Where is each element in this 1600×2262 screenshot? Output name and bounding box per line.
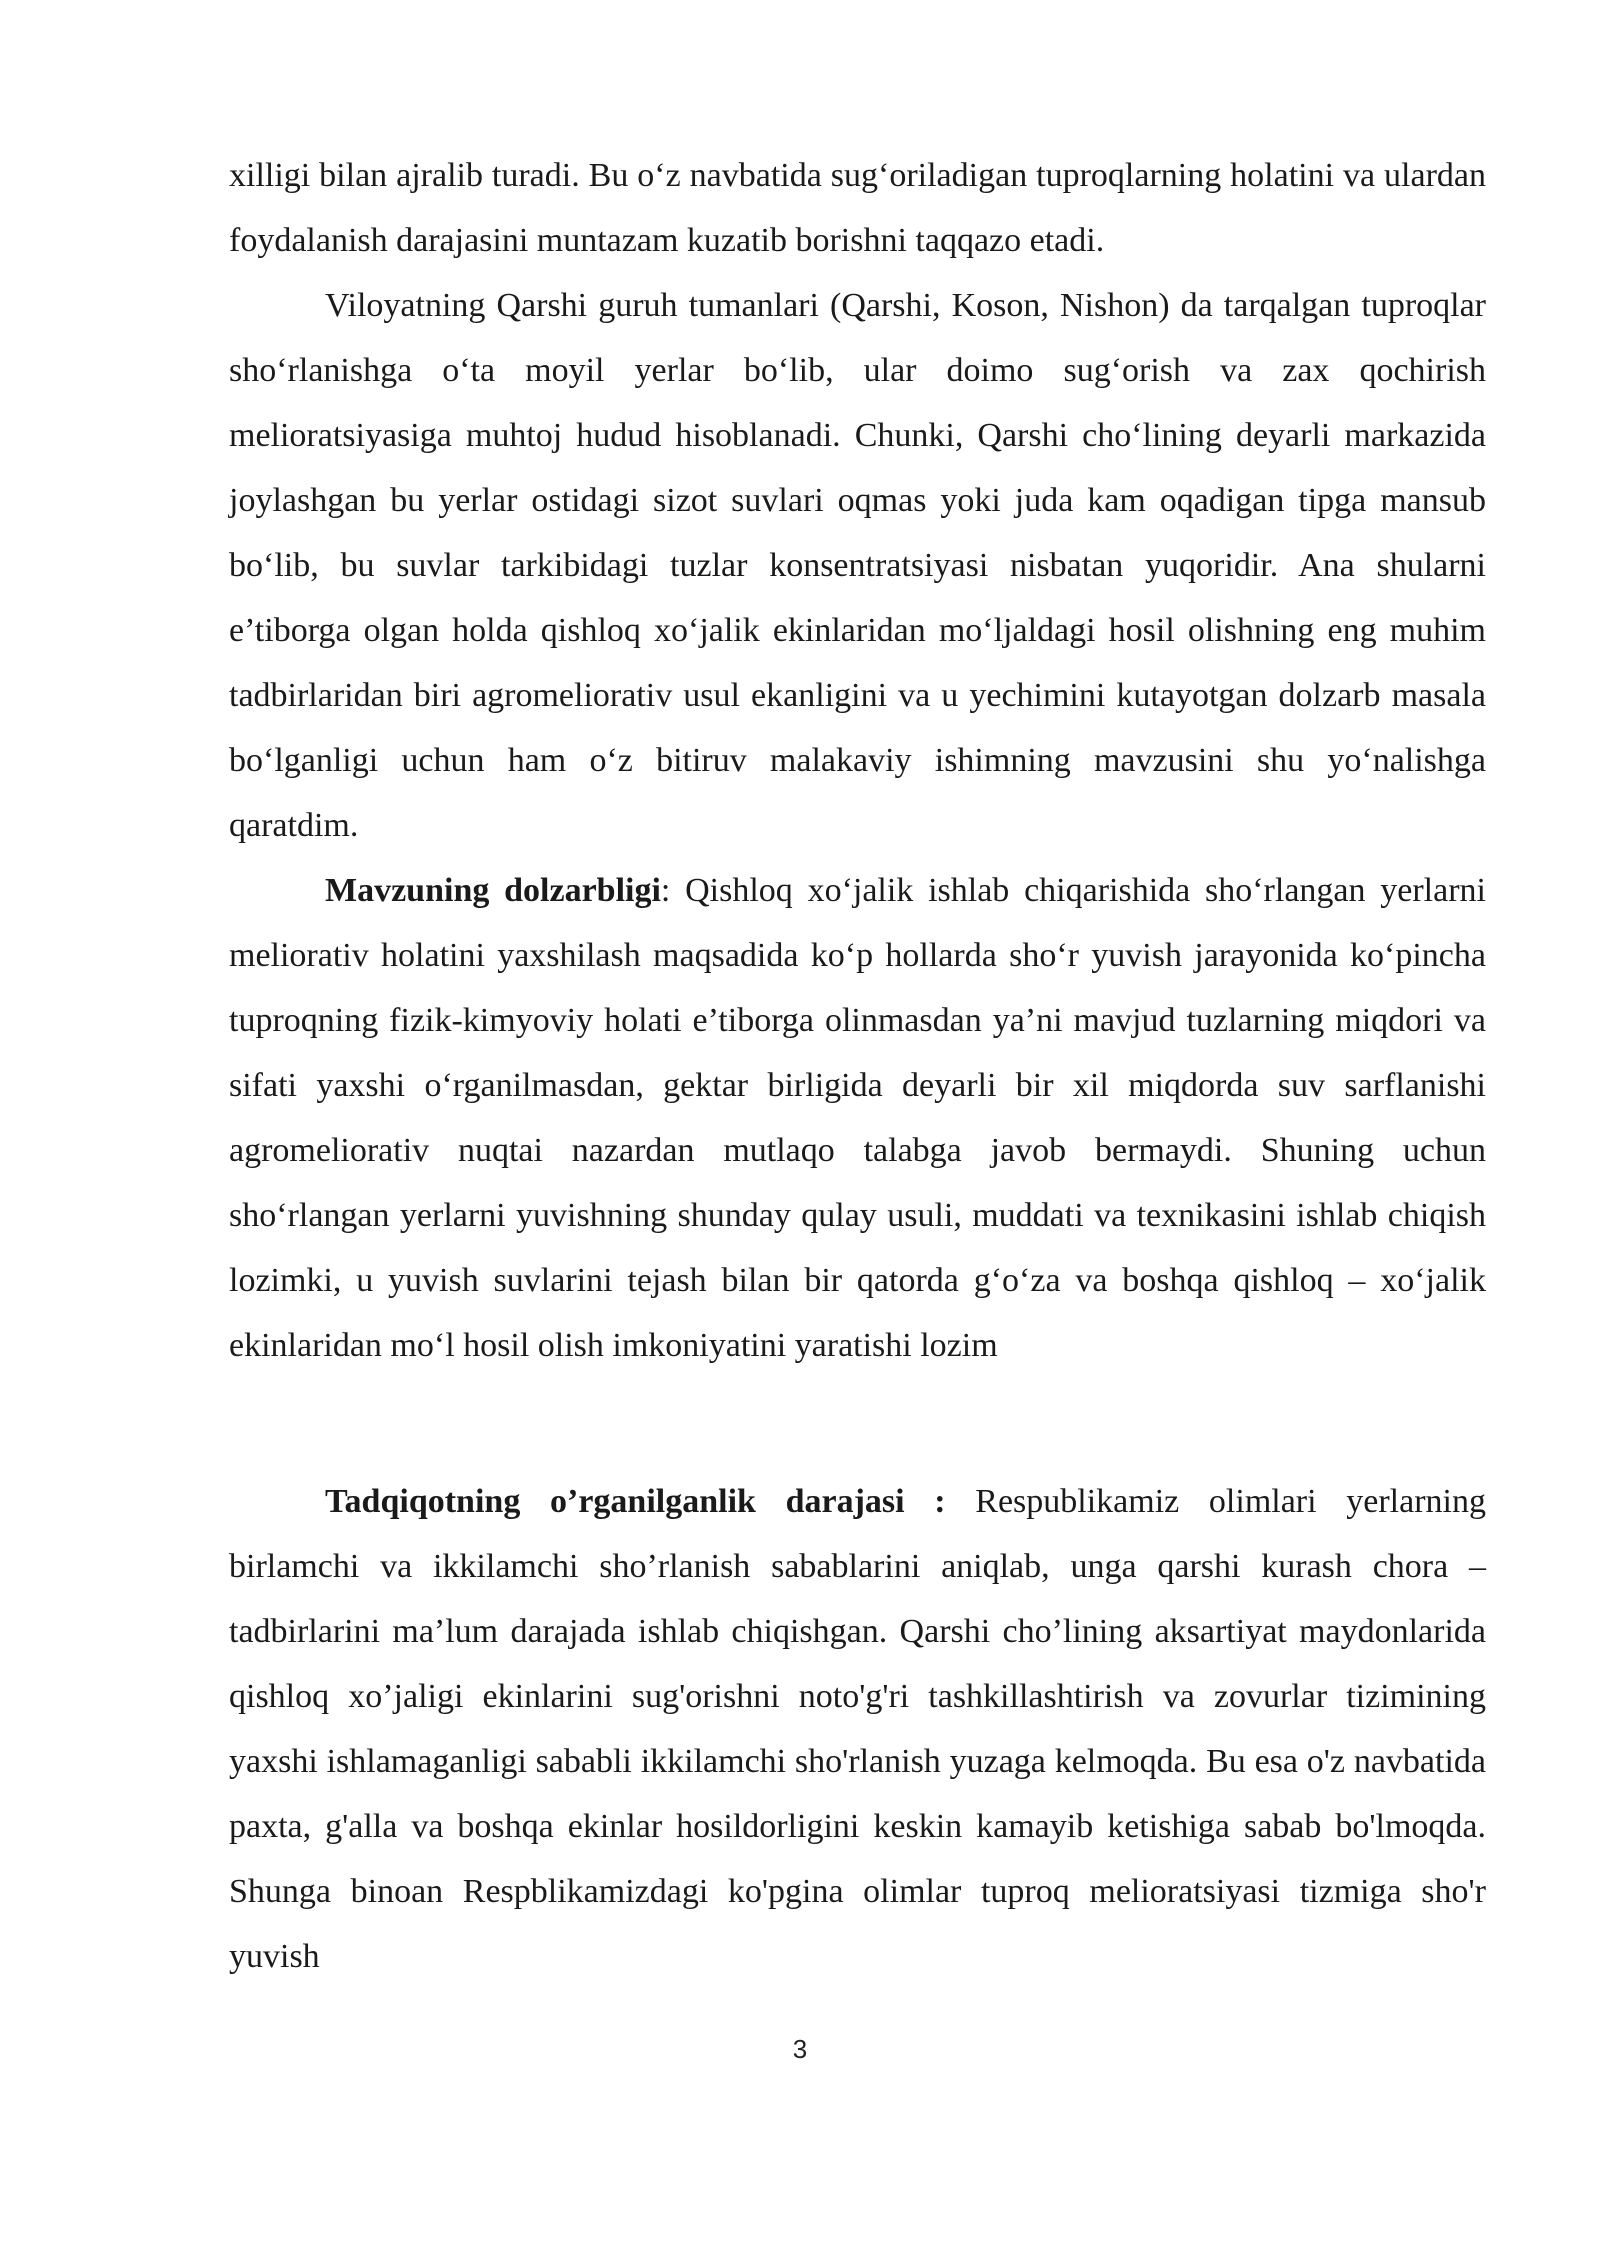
paragraph-research-level — [229, 1469, 1486, 1989]
paragraph-relevance-body: Qishloq xo‘jalik ishlab chiqarishida sho‘rlangan yerlarni meliorativ holatini yaxshilash maqsadida ko‘p hollarda sho‘r yuvish jarayonida ko‘pincha tuproqning fizik-kimyoviy holati e’tiborga olinmasdan ya’ni mavjud tuzlarning miqdori va sifati yaxshi o‘rganilmasdan, gektar birligida deyarli bir xil miqdorda suv sarflanishi agromeliorativ nuqtai nazardan mutlaqo talabga javob bermaydi. Shuning uchun sho‘rlangan yerlarni yuvishning shunday qulay usuli, muddati va texnikasini ishlab chiqish lozimki, u yuvish suvlarini tejash bilan bir qatorda g‘o‘za va boshqa qishloq – xo‘jalik ekinlaridan mo‘l hosil olish imkoniyatini yaratishi lozim — [229, 872, 1486, 1364]
paragraph-region: Viloyatning Qarshi guruh tumanlari (Qarshi, Koson, Nishon) da tarqalgan tuproqlar sho‘rlanishga o‘ta moyil yerlar bo‘lib, ular doimo sug‘orish va zax qochirish melioratsiyasiga muhtoj hudud hisoblanadi. Chunki, Qarshi cho‘lining deyarli markazida joylashgan bu yerlar ostidagi sizot suvlari oqmas yoki juda kam oqadigan tipga mansub bo‘lib, bu suvlar tarkibidagi tuzlar konsentratsiyasi nisbatan yuqoridir. Ana shularni e’tiborga olgan holda qishloq xo‘jalik ekinlaridan mo‘ljaldagi hosil olishning eng muhim tadbirlaridan biri agromeliorativ usul ekanligini va u yechimini kutayotgan dolzarb masala bo‘lganligi uchun ham o‘z bitiruv malakaviy ishimning mavzusini shu yo‘nalishga qaratdim. — [229, 287, 1486, 844]
paragraph-relevance — [229, 858, 1486, 1378]
body-text-lower — [229, 1469, 1486, 1989]
body-text-upper — [229, 143, 1486, 1378]
paragraph-continuation: xilligi bilan ajralib turadi. Bu o‘z navbatida sug‘oriladigan tuproqlarning holatini va ulardan foydalanish darajasini muntazam kuzatib borishni taqqazo etadi. — [229, 157, 1486, 259]
term-separator: : — [660, 872, 671, 909]
section-term-research-level: Tadqiqotning o’rganilganlik darajasi : — [325, 1483, 946, 1520]
page-number: 3 — [792, 2034, 808, 2064]
paragraph-research-level-body: Respublikamiz olimlari yerlarning birlamchi va ikkilamchi sho’rlanish sabablarini aniqlab, unga qarshi kurash chora – tadbirlarini ma’lum darajada ishlab chiqishgan. Qarshi cho’lining aksartiyat maydonlarida qishloq xo’jaligi ekinlarini sug'orishni noto'g'ri tashkillashtirish va zovurlar tizimining yaxshi ishlamaganligi sababli ikkilamchi sho'rlanish yuzaga kelmoqda. Bu esa o'z navbatida paxta, g'alla va boshqa ekinlar hosildorligini keskin kamayib ketishiga sabab bo'lmoqda. Shunga binoan Respblikamizdagi ko'pgina olimlar tuproq melioratsiyasi tizmiga sho'r yuvish — [229, 1483, 1486, 1975]
section-term-relevance: Mavzuning dolzarbligi — [325, 872, 661, 909]
